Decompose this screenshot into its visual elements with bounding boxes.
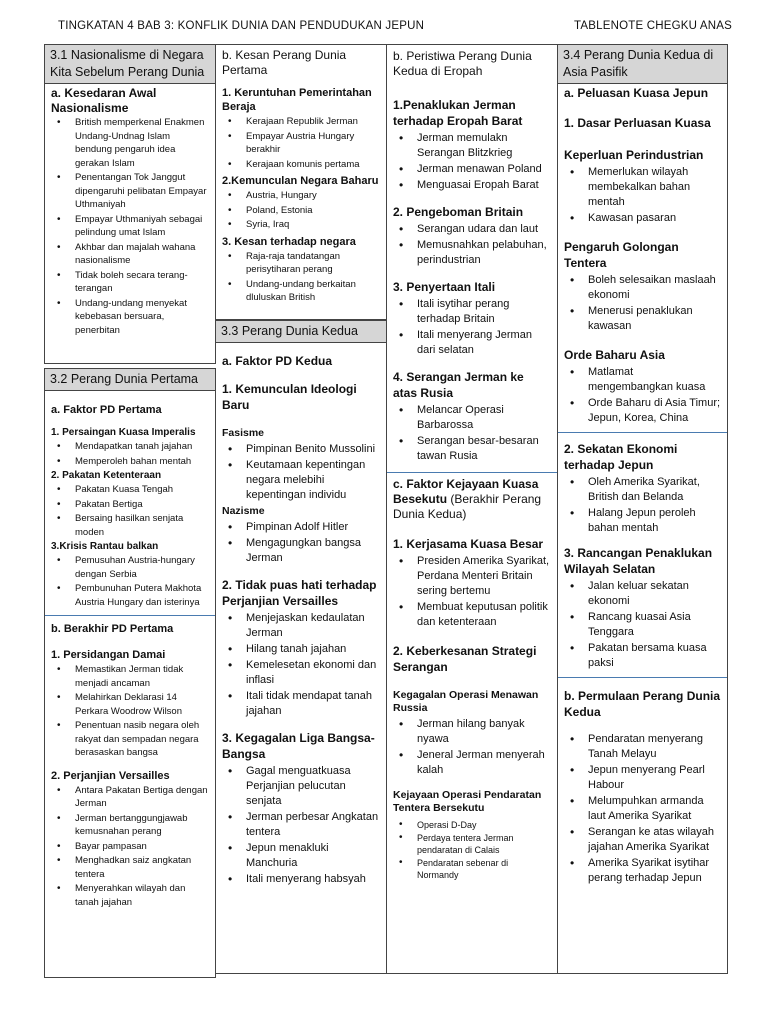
list-item: • Kerajaan Republik Jerman <box>246 115 380 129</box>
group-heading: 3. Kegagalan Liga Bangsa-Bangsa <box>222 731 375 761</box>
group-heading: 2. Sekatan Ekonomi terhadap Jepun <box>564 442 678 472</box>
faktor-kejayaan-note: (Berakhir Perang Dunia Kedua) <box>393 492 542 521</box>
list-item: • Pakatan bersama kuasa paksi <box>588 641 721 671</box>
list-item: • Raja-raja tandatangan perisytiharan perang <box>246 250 380 277</box>
list-item: • Itali menyerang habsyah <box>246 872 380 887</box>
list-item: • Jerman perbesar Angkatan tentera <box>246 810 380 840</box>
nazisme-label: Nazisme <box>222 505 265 517</box>
faktor-kejayaan-heading: c. Faktor Kejayaan Kuasa Besekutu <box>393 477 539 506</box>
list-item: • Memperoleh bahan mentah <box>75 455 209 469</box>
section-3-2 <box>44 368 216 978</box>
list <box>558 732 727 886</box>
list-item: • Jeneral Jerman menyerah kalah <box>417 748 551 778</box>
section-3-1-subtitle: a. Kesedaran Awal Nasionalisme <box>51 86 157 115</box>
section-3-1-title: 3.1 Nasionalisme di Negara Kita Sebelum Perang Dunia <box>45 45 215 84</box>
page-credit: TABLENOTE CHEGKU ANAS <box>574 20 732 32</box>
list <box>45 483 215 539</box>
faktor-pd-kedua: a. Faktor PD Kedua <box>222 354 333 368</box>
section-3-2-title: 3.2 Perang Dunia Pertama <box>45 368 215 391</box>
group-heading: 3. Rancangan Penaklukan Wilayah Selatan <box>564 546 713 576</box>
list-item: • Poland, Estonia <box>246 204 380 218</box>
list <box>387 403 557 464</box>
section-3-3 <box>216 320 387 974</box>
list <box>558 475 727 536</box>
group-heading: 1. Kemunculan Ideologi Baru <box>222 382 357 412</box>
section-3-3-title: 3.3 Perang Dunia Kedua <box>216 320 386 343</box>
list-item: • Undang-undang menyekat kebebasan bersuara, penerbitan <box>75 297 209 338</box>
list-item: • Kerajaan komunis pertama <box>246 158 380 172</box>
list-item: • Penentuan nasib negara oleh rakyat dan sempadan negara berasaskan bangsa <box>75 719 209 760</box>
berakhir-pd-pertama: b. Berakhir PD Pertama <box>51 623 174 635</box>
group-heading: 4. Serangan Jerman ke atas Rusia <box>393 370 524 400</box>
list-item: • Jerman bertanggungjawab kemusnahan perang <box>75 812 209 839</box>
list-item: • Jerman memulakn Serangan Blitzkrieg <box>417 131 551 161</box>
list-item: • Kawasan pasaran <box>588 211 721 226</box>
column-4 <box>558 44 728 974</box>
list-item: • Tidak boleh secara terang-terangan <box>75 269 209 296</box>
list-item: • Undang-undang berkaitan dluluskan British <box>246 278 380 305</box>
column-3 <box>387 44 558 974</box>
list-item: • Itali tidak mendapat tanah jajahan <box>246 689 380 719</box>
list <box>558 579 727 671</box>
list-item: • Oleh Amerika Syarikat, British dan Belanda <box>588 475 721 505</box>
list-item: • British memperkenal Enakmen Undang-Undnag Islam bendung pengaruh idea gerakan Islam <box>75 116 209 170</box>
list-item: • Menguasai Eropah Barat <box>417 178 551 193</box>
group-heading: 2. Pengeboman Britain <box>393 205 524 219</box>
list-item: • Jepun menakluki Manchuria <box>246 841 380 871</box>
list-item: • Itali isytihar perang terhadap Britain <box>417 297 551 327</box>
list <box>558 165 727 226</box>
list-item: • Boleh selesaikan maslaah ekonomi <box>588 273 721 303</box>
list <box>216 115 386 171</box>
list-item: • Antara Pakatan Bertiga dengan Jerman <box>75 784 209 811</box>
page-title: TINGKATAN 4 BAB 3: KONFLIK DUNIA DAN PENDUDUKAN JEPUN <box>58 20 425 32</box>
group-heading: 2. Tidak puas hati terhadap Perjanjian Versailles <box>222 578 377 608</box>
group-heading: 3. Penyertaan Itali <box>393 280 496 294</box>
list-item: • Perdaya tentera Jerman pendaratan di Calais <box>417 832 551 856</box>
list <box>387 717 557 778</box>
section-3-4 <box>558 44 728 974</box>
group-heading: 2. Keberkesanan Strategi Serangan <box>393 644 537 674</box>
fasisme-label: Fasisme <box>222 427 265 439</box>
section-3-4-title: 3.4 Perang Dunia Kedua di Asia Pasifik <box>558 45 727 84</box>
peristiwa-pd-kedua-eropah <box>387 44 558 974</box>
list-item: • Menjejaskan kedaulatan Jerman <box>246 611 380 641</box>
list <box>387 817 557 881</box>
list <box>387 222 557 268</box>
group-heading: Orde Baharu Asia <box>564 348 665 362</box>
list-item: • Menghadkan saiz angkatan tentera <box>75 854 209 881</box>
list-item: • Empayar Uthmaniyah sebagai pelindung umat Islam <box>75 213 209 240</box>
list-item: • Pembunuhan Putera Makhota Austria Hungary dan isterinya <box>75 582 209 609</box>
list-item: • Menerusi penaklukan kawasan <box>588 304 721 334</box>
list-item: • Matlamat mengembangkan kuasa <box>588 365 721 395</box>
list-item: • Amerika Syarikat isytihar perang terhadap Jepun <box>588 856 721 886</box>
list-item: • Jerman menawan Poland <box>417 162 551 177</box>
list <box>558 273 727 334</box>
group-heading: 1. Keruntuhan Pemerintahan Beraja <box>222 87 372 113</box>
kesan-title: b. Kesan Perang Dunia Pertama <box>222 48 347 77</box>
list-item: • Itali menyerang Jerman dari selatan <box>417 328 551 358</box>
list-item: • Presiden Amerika Syarikat, Perdana Menteri Britain sering bertemu <box>417 554 551 599</box>
group-heading: 2. Perjanjian Versailles <box>51 769 170 782</box>
list-item: • Melumpuhkan armanda laut Amerika Syarikat <box>588 794 721 824</box>
group-heading: Keperluan Perindustrian <box>564 148 704 162</box>
list-item: • Austria, Hungary <box>246 189 380 203</box>
list-item: • Orde Baharu di Asia Timur; Jepun, Korea, China <box>588 396 721 426</box>
list <box>216 189 386 232</box>
group-heading: 3. Kesan terhadap negara <box>222 235 356 248</box>
list-item: • Syria, Iraq <box>246 218 380 232</box>
section-3-1 <box>44 44 216 364</box>
list <box>387 297 557 358</box>
group-heading: 3.Krisis Rantau balkan <box>51 541 159 552</box>
list-item: • Gagal menguatkuasa Perjanjian pelucutan senjata <box>246 764 380 809</box>
list-item: • Akhbar dan majalah wahana nasionalisme <box>75 241 209 268</box>
kesan-pd-pertama <box>216 44 387 320</box>
list-item: • Serangan ke atas wilayah jajahan Amerika Syarikat <box>588 825 721 855</box>
list-item: • Rancang kuasai Asia Tenggara <box>588 610 721 640</box>
section-3-1-list <box>45 116 215 337</box>
list-item: • Pendaratan sebenar di Normandy <box>417 857 551 881</box>
list-item: • Mengagungkan bangsa Jerman <box>246 536 380 566</box>
group-heading: 1. Kerjasama Kuasa Besar <box>393 537 544 551</box>
list <box>216 442 386 503</box>
list-item: • Pendaratan menyerang Tanah Melayu <box>588 732 721 762</box>
list <box>216 764 386 887</box>
group-heading: 2. Pakatan Ketenteraan <box>51 470 162 481</box>
list-item: • Pimpinan Adolf Hitler <box>246 520 380 535</box>
group-heading: 1.Penaklukan Jerman terhadap Eropah Barat <box>393 98 523 128</box>
list-item: • Serangan besar-besaran tawan Rusia <box>417 434 551 464</box>
list-item: • Pakatan Bertiga <box>75 498 209 512</box>
list <box>45 440 215 468</box>
group-heading: 1. Persidangan Damai <box>51 649 166 661</box>
list-item: • Pakatan Kuasa Tengah <box>75 483 209 497</box>
group-heading: Kejayaan Operasi Pendaratan Tentera Bersekutu <box>393 789 542 814</box>
list-item: • Bersaing hasilkan senjata moden <box>75 512 209 539</box>
faktor-kejayaan-title <box>387 473 557 522</box>
list-item: • Memastikan Jerman tidak menjadi ancaman <box>75 663 209 690</box>
list-item: • Serangan udara dan laut <box>417 222 551 237</box>
list-item: • Melahirkan Deklarasi 14 Perkara Woodrow Wilson <box>75 691 209 718</box>
column-2 <box>216 44 387 974</box>
list-item: • Penentangan Tok Janggut dipengaruhi pelibatan Empayar Uthmaniyah <box>75 171 209 212</box>
list-item: • Operasi D-Day <box>417 819 551 831</box>
list-item: • Halang Jepun peroleh bahan mentah <box>588 506 721 536</box>
list-item: • Bayar pampasan <box>75 840 209 854</box>
peristiwa-title: b. Peristiwa Perang Dunia Kedua di Eropah <box>393 49 532 78</box>
list <box>45 784 215 910</box>
list-item: • Melancar Operasi Barbarossa <box>417 403 551 433</box>
list-item: • Jerman hilang banyak nyawa <box>417 717 551 747</box>
list <box>387 131 557 193</box>
list-item: • Menyerahkan wilayah dan tanah jajahan <box>75 882 209 909</box>
list <box>216 250 386 305</box>
list-item: • Pimpinan Benito Mussolini <box>246 442 380 457</box>
list <box>45 663 215 760</box>
group-heading: Pengaruh Golongan Tentera <box>564 240 679 270</box>
list <box>387 554 557 630</box>
list <box>45 554 215 609</box>
faktor-pd-pertama: a. Faktor PD Pertama <box>51 404 162 416</box>
list-item: • Hilang tanah jajahan <box>246 642 380 657</box>
list-item: • Memerlukan wilayah membekalkan bahan mentah <box>588 165 721 210</box>
group-heading: 2.Kemunculan Negara Baharu <box>222 175 379 187</box>
list-item: • Kemelesetan ekonomi dan inflasi <box>246 658 380 688</box>
list <box>216 520 386 566</box>
list <box>216 611 386 719</box>
peluasan-kuasa-jepun: a. Peluasan Kuasa Jepun <box>564 86 709 100</box>
list-item: • Memusnahkan pelabuhan, perindustrian <box>417 238 551 268</box>
list <box>558 365 727 426</box>
list-item: • Jalan keluar sekatan ekonomi <box>588 579 721 609</box>
list-item: • Membuat keputusan politik dan ketenteraan <box>417 600 551 630</box>
list-item: • Empayar Austria Hungary berakhir <box>246 130 380 157</box>
list-item: • Jepun menyerang Pearl Habour <box>588 763 721 793</box>
list-item: • Mendapatkan tanah jajahan <box>75 440 209 454</box>
group-heading: 1. Persaingan Kuasa Imperalis <box>51 427 196 438</box>
permulaan-pd-kedua: b. Permulaan Perang Dunia Kedua <box>564 689 721 719</box>
list-item: • Pemusuhan Austria-hungary dengan Serbia <box>75 554 209 581</box>
list-item: • Keutamaan kepentingan negara melebihi kepentingan individu <box>246 458 380 503</box>
group-heading: 1. Dasar Perluasan Kuasa <box>564 116 711 130</box>
group-heading: Kegagalan Operasi Menawan Russia <box>393 689 539 714</box>
page-header <box>58 20 732 38</box>
column-1 <box>44 44 216 978</box>
